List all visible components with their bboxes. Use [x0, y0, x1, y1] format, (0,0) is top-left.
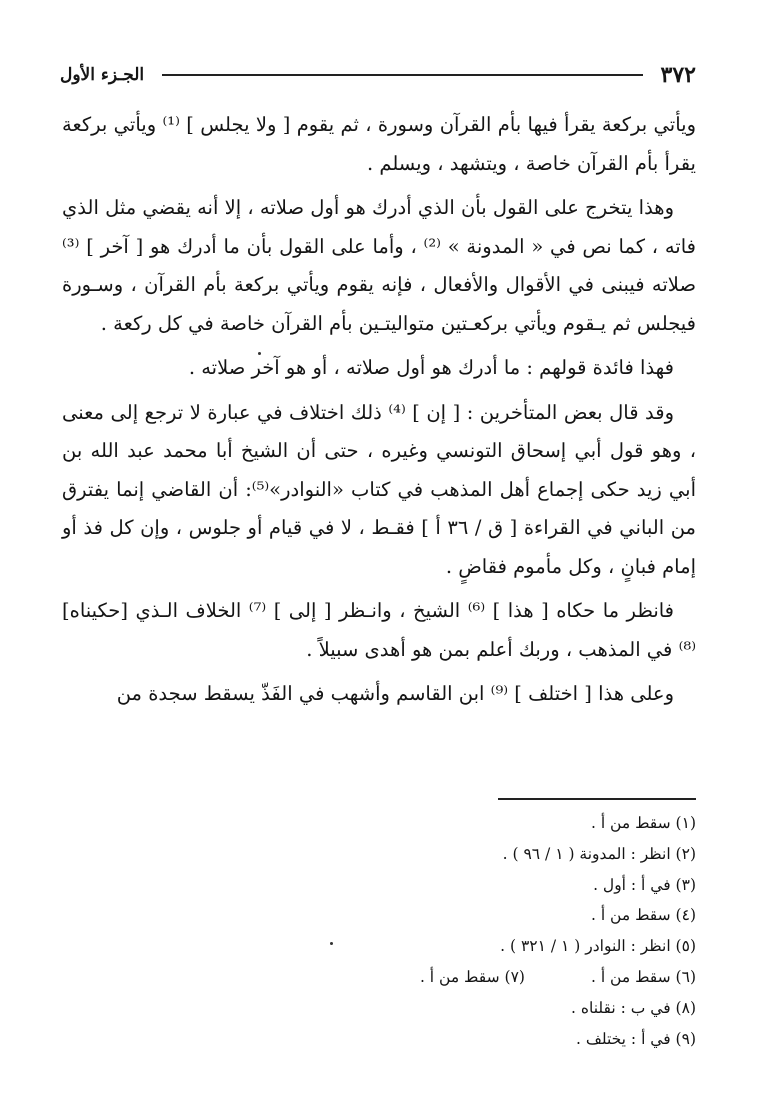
- header-rule: [162, 74, 642, 76]
- running-title: الجـزء الأول: [60, 65, 145, 85]
- footnote-row: [62, 808, 696, 839]
- footnote: (٤) سقط من أ .: [590, 906, 696, 925]
- paragraph: ويأتي بركعة يقرأ فيها بأم القرآن وسورة ، ثم يقوم [ ولا يجلس ] ⁽¹⁾ ويأتي بركعة يقرأ بأم القرآن خاصة ، ويتشهد ، ويسلم .: [62, 113, 696, 175]
- footnote-separator: [498, 798, 696, 800]
- footnote-row: [62, 839, 696, 870]
- paragraph: فهذا فائدة قولهم : ما أدرك هو أول صلاته ، أو هو آخر صلاته .: [188, 356, 674, 379]
- footnote: (١) سقط من أ .: [590, 814, 696, 832]
- footnote-row: [62, 962, 696, 993]
- footnote: (٩) في أ : يختلف .: [575, 1029, 696, 1048]
- footnote-row: [62, 1024, 696, 1055]
- page-number: ٣٧٢: [660, 62, 696, 88]
- footnote-row: [62, 931, 696, 962]
- paragraph: فانظر ما حكاه [ هذا ] ⁽⁶⁾ الشيخ ، وانـظر [ إلى ] ⁽⁷⁾ الخلاف الـذي [حكيناه] ⁽⁸⁾ في المذهب ، وربك أعلم بمن هو أهدى سبيلاً .: [62, 599, 696, 661]
- footnote: (٨) في ب : نقلناه .: [571, 998, 696, 1017]
- footnote: (٥) انظر : النوادر ( ١ / ٣٢١ ) .: [500, 937, 696, 956]
- footnote-row: [62, 900, 696, 931]
- footnotes: [62, 808, 696, 1054]
- paragraph: وعلى هذا [ اختلف ] ⁽⁹⁾ ابن القاسم وأشهب في الفَذّ يسقط سجدة من: [116, 682, 674, 705]
- footnote-row: [62, 993, 696, 1024]
- footnote: (٢) انظر : المدونة ( ١ / ٩٦ ) .: [502, 844, 696, 863]
- footnote: (٧) سقط من أ .: [419, 967, 525, 986]
- print-speck: [330, 942, 333, 945]
- paragraph: وقد قال بعض المتأخرين : [ إن ] ⁽⁴⁾ ذلك اختلاف في عبارة لا ترجع إلى معنى ، وهو قول أبي إسحاق التونسي وغيره ، حتى أن الشيخ أبا محمد عبد الله بن أبي زيد حكى إجماع أهل المذهب في كتاب «النوادر»⁽⁵⁾: أن القاضي إنما يفترق من الباني في القراءة [ ق / ٣٦ أ ] فقـط ، لا في قيام أو جلوس ، وإن كل فذ أو إمام فبانٍ ، وكل مأموم فقاضٍ .: [62, 400, 696, 578]
- main-text: [62, 106, 696, 720]
- page-header: [60, 58, 696, 92]
- footnote: (٦) سقط من أ .: [590, 967, 696, 986]
- footnote: (٣) في أ : أول .: [593, 875, 696, 894]
- paragraph: وهذا يتخرج على القول بأن الذي أدرك هو أول صلاته ، إلا أنه يقضي مثل الذي فاته ، كما نص في « المدونة » ⁽²⁾ ، وأما على القول بأن ما أدرك هو [ آخر ] ⁽³⁾ صلاته فيبنى في الأقوال والأفعال ، فإنه يقوم ويأتي بركعة بأم القرآن ، وسـورة فيجلس ثم يـقوم ويأتي بركعـتين متواليتـين بأم القرآن خاصة في كل ركعة .: [62, 196, 696, 335]
- footnote-row: [62, 870, 696, 901]
- print-speck: [258, 352, 261, 355]
